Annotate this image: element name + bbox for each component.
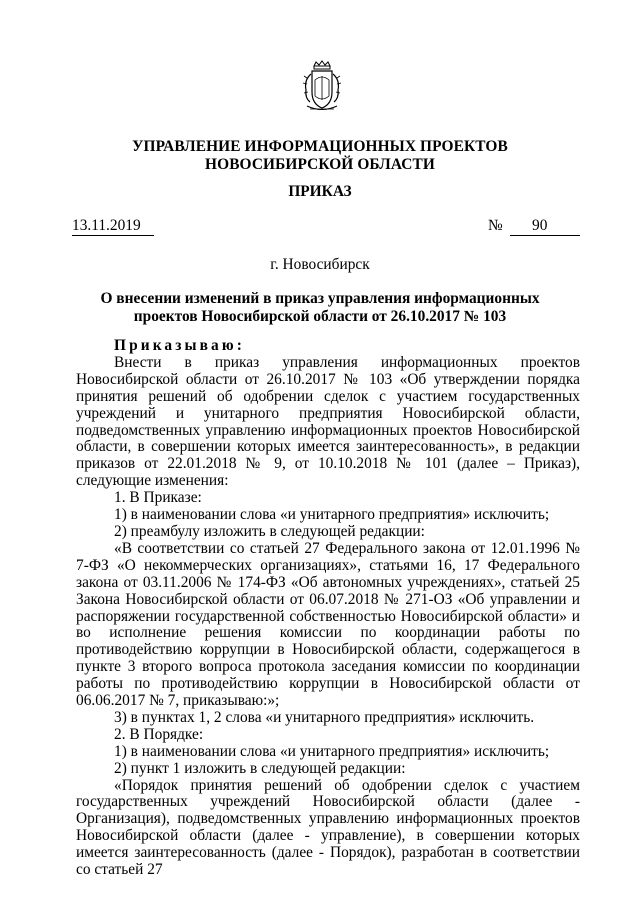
body-paragraph: 2. В Порядке: xyxy=(114,725,204,743)
body-paragraph: 3) в пунктах 1, 2 слова «и унитарного предприятия» исключить. xyxy=(114,708,535,726)
org-line-2: НОВОСИБИРСКОЙ ОБЛАСТИ xyxy=(205,156,435,173)
body-paragraph: 2) пункт 1 изложить в следующей редакции: xyxy=(114,759,406,777)
subject-line-1: О внесении изменений в приказ управления информационных xyxy=(100,290,540,307)
coat-of-arms-emblem xyxy=(301,60,343,114)
order-number: 90 xyxy=(510,217,580,236)
body-paragraph: Внести в приказ управления информационных проектов Новосибирской области от 26.10.2017 № 103 «Об утверждении порядка принятия решений об одобрении сделок с участием государственных учреждений и унитарного предприятия Новосибирской области, подведомственных управлению информационных проектов Новосибирской области, в совершении которых имеется заинтересованность», в редакции приказов от 22.01.2018 № 9, от 10.10.2018 № 101 (далее – Приказ), следующие изменения: xyxy=(76,353,580,490)
city-name: г. Новосибирск xyxy=(270,256,370,273)
body-paragraph: 2) преамбулу изложить в следующей редакции: xyxy=(114,522,425,540)
order-subject xyxy=(60,290,580,326)
body-paragraph: 1) в наименовании слова «и унитарного предприятия» исключить; xyxy=(114,506,550,524)
order-date: 13.11.2019 xyxy=(72,217,154,236)
body-paragraph: 1. В Приказе: xyxy=(114,489,202,507)
subject-line-2: проектов Новосибирской области от 26.10.2017 № 103 xyxy=(133,308,507,325)
org-line-1: УПРАВЛЕНИЕ ИНФОРМАЦИОННЫХ ПРОЕКТОВ xyxy=(132,138,508,155)
order-word: Приказываю: xyxy=(114,337,245,354)
body-paragraph: «В соответствии со статьей 27 Федерального закона от 12.01.1996 № 7-ФЗ «О некоммерческих организациях», статьями 16, 17 Федерального закона от 03.11.2006 № 174-ФЗ «Об автономных учреждениях», статьей 25 Закона Новосибирской области от 06.07.2018 № 271-ОЗ «Об управлении и распоряжении государственной собственностью Новосибирской области» и во исполнение решения комиссии по координации работы по противодействию коррупции в Новосибирской области, содержащегося в пункте 3 второго вопроса протокола заседания комиссии по координации работы по противодействию коррупции в Новосибирской области от 06.06.2017 № 7, приказываю:»; xyxy=(76,539,580,710)
body-paragraph: «Порядок принятия решений об одобрении сделок с участием государственных учреждений Новосибирской области (далее - Организация), подведомственных управлению информационных проектов Новосибирской области (далее - управление), в совершении которых имеется заинтересованность (далее - Порядок), разработан в соответствии со статьей 27 xyxy=(76,776,580,879)
body-paragraph: 1) в наименовании слова «и унитарного предприятия» исключить; xyxy=(114,742,550,760)
organization-name xyxy=(0,138,640,174)
number-sign: № xyxy=(488,217,503,234)
order-body xyxy=(76,338,580,879)
document-type-title: ПРИКАЗ xyxy=(288,183,352,200)
